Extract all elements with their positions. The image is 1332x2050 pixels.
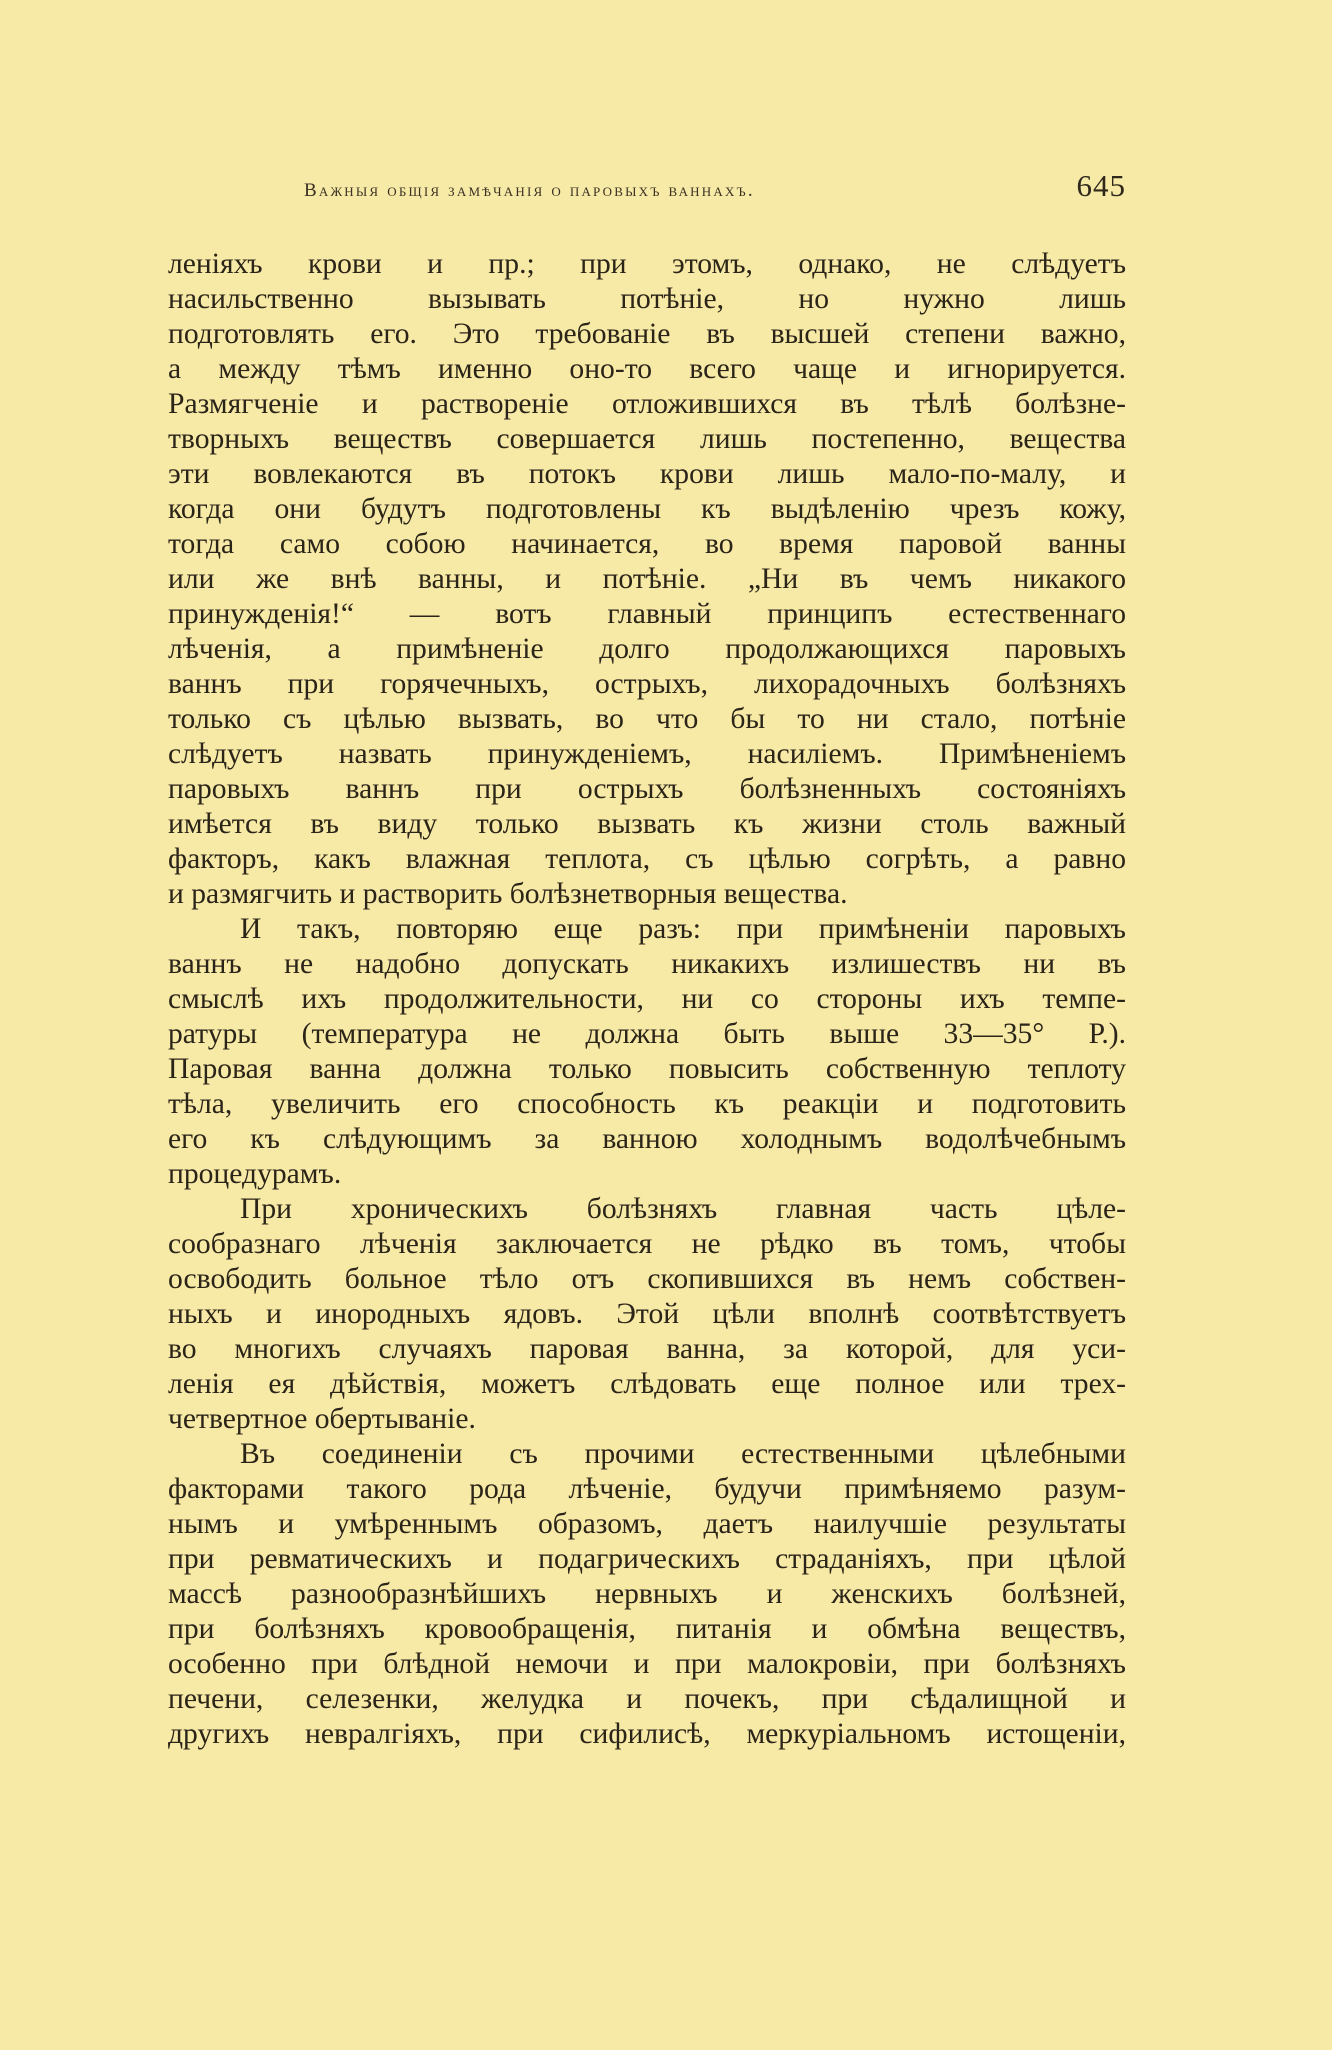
text-line: лѣченія, а примѣненіе долго продолжающихся паровыхъ <box>168 633 1126 665</box>
text-line: леніяхъ крови и пр.; при этомъ, однако, не слѣдуетъ <box>168 248 1126 280</box>
text-line: ваннъ при горячечныхъ, острыхъ, лихорадочныхъ болѣзняхъ <box>168 668 1126 700</box>
text-line: четвертное обертываніе. <box>168 1403 476 1435</box>
text-line: а между тѣмъ именно оно-то всего чаще и игнорируется. <box>168 353 1126 385</box>
text-line: во многихъ случаяхъ паровая ванна, за которой, для уси- <box>168 1333 1126 1365</box>
text-line: или же внѣ ванны, и потѣніе. „Ни въ чемъ никакого <box>168 563 1126 595</box>
text-line: только съ цѣлью вызвать, во что бы то ни стало, потѣніе <box>168 703 1126 735</box>
text-line: особенно при блѣдной немочи и при малокровіи, при болѣзняхъ <box>168 1648 1126 1680</box>
text-line: подготовлять его. Это требованіе въ высшей степени важно, <box>168 318 1126 350</box>
text-line: тогда само собою начинается, во время паровой ванны <box>168 528 1126 560</box>
text-line: тѣла, увеличить его способность къ реакціи и подготовить <box>168 1088 1126 1120</box>
text-line: принужденія!“ — вотъ главный принципъ естественнаго <box>168 598 1126 630</box>
text-line: насильственно вызывать потѣніе, но нужно лишь <box>168 283 1126 315</box>
text-line: освободить больное тѣло отъ скопившихся въ немъ собствен- <box>168 1263 1126 1295</box>
text-line: слѣдуетъ назвать принужденіемъ, насиліемъ. Примѣненіемъ <box>168 738 1126 770</box>
page-header <box>304 168 1126 204</box>
text-line: ныхъ и инородныхъ ядовъ. Этой цѣли вполнѣ соотвѣтствуетъ <box>168 1298 1126 1330</box>
text-line: Паровая ванна должна только повысить собственную теплоту <box>168 1053 1126 1085</box>
text-line: и размягчить и растворить болѣзнетворныя вещества. <box>168 878 848 910</box>
paragraph-first-line: При хроническихъ болѣзняхъ главная часть цѣле- <box>240 1193 1126 1225</box>
text-line: при ревматическихъ и подагрическихъ страданіяхъ, при цѣлой <box>168 1543 1126 1575</box>
text-line: когда они будутъ подготовлены къ выдѣленію чрезъ кожу, <box>168 493 1126 525</box>
body-text <box>168 247 1126 1752</box>
text-line: творныхъ веществъ совершается лишь постепенно, вещества <box>168 423 1126 455</box>
text-line: при болѣзняхъ кровообращенія, питанія и обмѣна веществъ, <box>168 1613 1126 1645</box>
text-line: факторъ, какъ влажная теплота, съ цѣлью согрѣть, а равно <box>168 843 1126 875</box>
text-line: смыслѣ ихъ продолжительности, ни со стороны ихъ темпе- <box>168 983 1126 1015</box>
running-title: Важныя общія замѣчанія о паровыхъ ваннахъ. <box>304 180 755 201</box>
text-line: Размягченіе и раствореніе отложившихся въ тѣлѣ болѣзне- <box>168 388 1126 420</box>
text-line: другихъ невралгіяхъ, при сифилисѣ, меркуріальномъ истощеніи, <box>168 1718 1126 1750</box>
text-line: факторами такого рода лѣченіе, будучи примѣняемо разум- <box>168 1473 1126 1505</box>
text-line: ратуры (температура не должна быть выше 33—35° Р.). <box>168 1018 1126 1050</box>
paragraph-first-line: Въ соединеніи съ прочими естественными цѣлебными <box>240 1438 1126 1470</box>
text-line: эти вовлекаются въ потокъ крови лишь мало-по-малу, и <box>168 458 1126 490</box>
text-line: его къ слѣдующимъ за ванною холоднымъ водолѣчебнымъ <box>168 1123 1126 1155</box>
text-line: паровыхъ ваннъ при острыхъ болѣзненныхъ состояніяхъ <box>168 773 1126 805</box>
page-number: 645 <box>1076 168 1126 203</box>
paragraph-first-line: И такъ, повторяю еще разъ: при примѣненіи паровыхъ <box>240 913 1126 945</box>
text-line: массѣ разнообразнѣйшихъ нервныхъ и женскихъ болѣзней, <box>168 1578 1126 1610</box>
text-line: ленія ея дѣйствія, можетъ слѣдовать еще полное или трех- <box>168 1368 1126 1400</box>
text-line: ваннъ не надобно допускать никакихъ излишествъ ни въ <box>168 948 1126 980</box>
text-line: печени, селезенки, желудка и почекъ, при сѣдалищной и <box>168 1683 1126 1715</box>
text-line: сообразнаго лѣченія заключается не рѣдко въ томъ, чтобы <box>168 1228 1126 1260</box>
text-line: имѣется въ виду только вызвать къ жизни столь важный <box>168 808 1126 840</box>
text-line: нымъ и умѣреннымъ образомъ, даетъ наилучшіе результаты <box>168 1508 1126 1540</box>
text-line: процедурамъ. <box>168 1158 342 1190</box>
